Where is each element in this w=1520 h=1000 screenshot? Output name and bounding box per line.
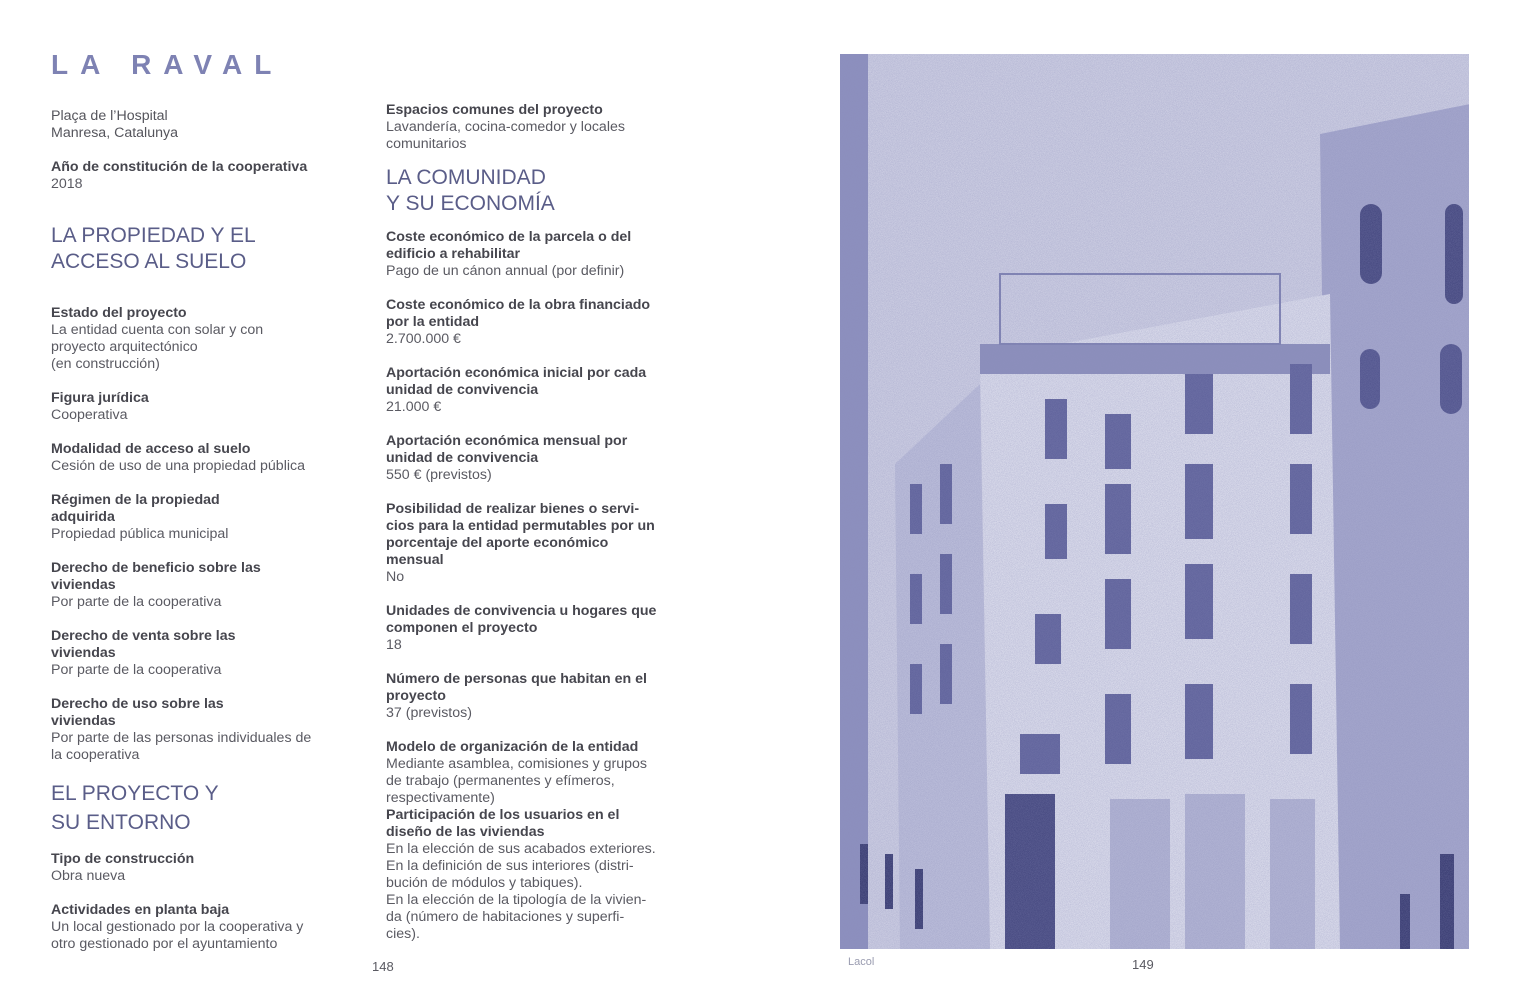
field-label: Actividades en planta baja (51, 902, 230, 918)
field-block (51, 441, 351, 475)
building-illustration (840, 54, 1469, 949)
field-label: Número de personas que habitan en el (386, 671, 647, 687)
field-label: Aportación económica mensual por (386, 433, 628, 449)
field-block (51, 902, 351, 953)
field-label: Coste económico de la parcela o del (386, 229, 632, 245)
field-value: la cooperativa (51, 747, 140, 763)
field-label: Estado del proyecto (51, 305, 187, 321)
field-label: Espacios comunes del proyecto (386, 102, 603, 118)
field-label: Posibilidad de realizar bienes o servi- (386, 501, 640, 517)
field-block (51, 305, 351, 373)
field-label: Unidades de convivencia u hogares que (386, 603, 657, 619)
field-label: edificio a rehabilitar (386, 246, 521, 262)
field-value: Por parte de la cooperativa (51, 594, 222, 610)
field-label: unidad de convivencia (386, 382, 539, 398)
field-value: La entidad cuenta con solar y con (51, 322, 264, 338)
field-value: 2.700.000 € (386, 331, 461, 347)
field-value: Por parte de la cooperativa (51, 662, 222, 678)
location-line: Plaça de l’Hospital (51, 108, 168, 124)
field-block (51, 390, 351, 424)
section-heading-community (386, 165, 696, 217)
field-block (51, 492, 351, 543)
field-value: Cesión de uso de una propiedad pública (51, 458, 305, 474)
field-label: viviendas (51, 577, 116, 593)
field-label: Derecho de uso sobre las (51, 696, 224, 712)
field-value: 21.000 € (386, 399, 442, 415)
field-block (386, 603, 696, 654)
field-value: 550 € (previstos) (386, 467, 492, 483)
location-line: Manresa, Catalunya (51, 125, 178, 141)
field-block (51, 851, 351, 885)
field-label: adquirida (51, 509, 115, 525)
field-label: viviendas (51, 713, 116, 729)
field-label: Derecho de venta sobre las (51, 628, 236, 644)
field-block (386, 501, 696, 586)
field-block (386, 229, 696, 280)
middle-column (386, 102, 696, 943)
field-label: porcentaje del aporte económico (386, 535, 609, 551)
field-value: Pago de un cánon annual (por definir) (386, 263, 625, 279)
field-block (51, 560, 351, 611)
field-label: componen el proyecto (386, 620, 538, 636)
field-label: Figura jurídica (51, 390, 149, 406)
field-label: Aportación económica inicial por cada (386, 365, 647, 381)
field-value: da (número de habitaciones y superfi- (386, 909, 625, 925)
field-block (386, 671, 696, 722)
field-value: respectivamente) (386, 790, 495, 806)
field-value: bución de módulos y tabiques). (386, 875, 583, 891)
field-label: Año de constitución de la cooperativa (51, 159, 308, 175)
field-value: En la definición de sus interiores (distri- (386, 858, 634, 874)
field-value: 37 (previstos) (386, 705, 472, 721)
page-number-right: 149 (1132, 957, 1154, 972)
field-label: Tipo de construcción (51, 851, 195, 867)
section-heading-line: Y SU ECONOMÍA (386, 192, 555, 215)
page-title: LA RAVAL (51, 49, 284, 80)
field-block (51, 696, 351, 764)
property-fields (51, 305, 351, 764)
field-label: Participación de los usuarios en el (386, 807, 620, 823)
field-block (386, 365, 696, 416)
field-value: No (386, 569, 405, 585)
field-label: viviendas (51, 645, 116, 661)
field-label: unidad de convivencia (386, 450, 539, 466)
participation-block (386, 807, 696, 943)
field-value: En la elección de sus acabados exteriores. (386, 841, 656, 857)
year-block (51, 159, 351, 193)
field-value: (en construcción) (51, 356, 160, 372)
field-value: comunitarios (386, 136, 467, 152)
common-spaces (386, 102, 696, 153)
field-value: Cooperativa (51, 407, 128, 423)
field-value: proyecto arquitectónico (51, 339, 198, 355)
page-number-left: 148 (372, 959, 394, 974)
field-label: Régimen de la propiedad (51, 492, 220, 508)
project-fields (51, 851, 351, 953)
field-label: Derecho de beneficio sobre las (51, 560, 261, 576)
section-heading-property (51, 223, 351, 275)
section-heading-project (51, 779, 351, 837)
field-value: Lavandería, cocina-comedor y locales (386, 119, 625, 135)
field-label: Modalidad de acceso al suelo (51, 441, 251, 457)
field-label: diseño de las viviendas (386, 824, 545, 840)
field-value: En la elección de la tipología de la vivien- (386, 892, 647, 908)
field-label: cios para la entidad permutables por un (386, 518, 655, 534)
section-heading-line: ACCESO AL SUELO (51, 250, 247, 273)
organization-block (386, 739, 696, 807)
section-heading-line: LA PROPIEDAD Y EL (51, 224, 256, 247)
field-label: mensual (386, 552, 444, 568)
field-value: Propiedad pública municipal (51, 526, 229, 542)
field-label: proyecto (386, 688, 446, 704)
field-value: Por parte de las personas individuales de (51, 730, 312, 746)
field-label: por la entidad (386, 314, 480, 330)
section-heading-line: LA COMUNIDAD (386, 166, 546, 189)
section-heading-line: EL PROYECTO Y (51, 782, 219, 805)
location (51, 108, 351, 142)
field-label: Modelo de organización de la entidad (386, 739, 639, 755)
field-value: Obra nueva (51, 868, 126, 884)
field-value: 18 (386, 637, 402, 653)
field-block (386, 297, 696, 348)
field-label: Coste económico de la obra financiado (386, 297, 651, 313)
building-illustration-svg (840, 54, 1469, 949)
field-value: Mediante asamblea, comisiones y grupos (386, 756, 648, 772)
field-value: otro gestionado por el ayuntamiento (51, 936, 278, 952)
field-block (386, 433, 696, 484)
field-value: 2018 (51, 176, 83, 192)
photo-credit: Lacol (848, 956, 875, 968)
field-value: cies). (386, 926, 420, 942)
community-fields (386, 229, 696, 722)
left-column (51, 50, 351, 970)
section-heading-line: SU ENTORNO (51, 811, 191, 834)
field-value: de trabajo (permanentes y efímeros, (386, 773, 615, 789)
field-block (51, 628, 351, 679)
field-value: Un local gestionado por la cooperativa y (51, 919, 304, 935)
